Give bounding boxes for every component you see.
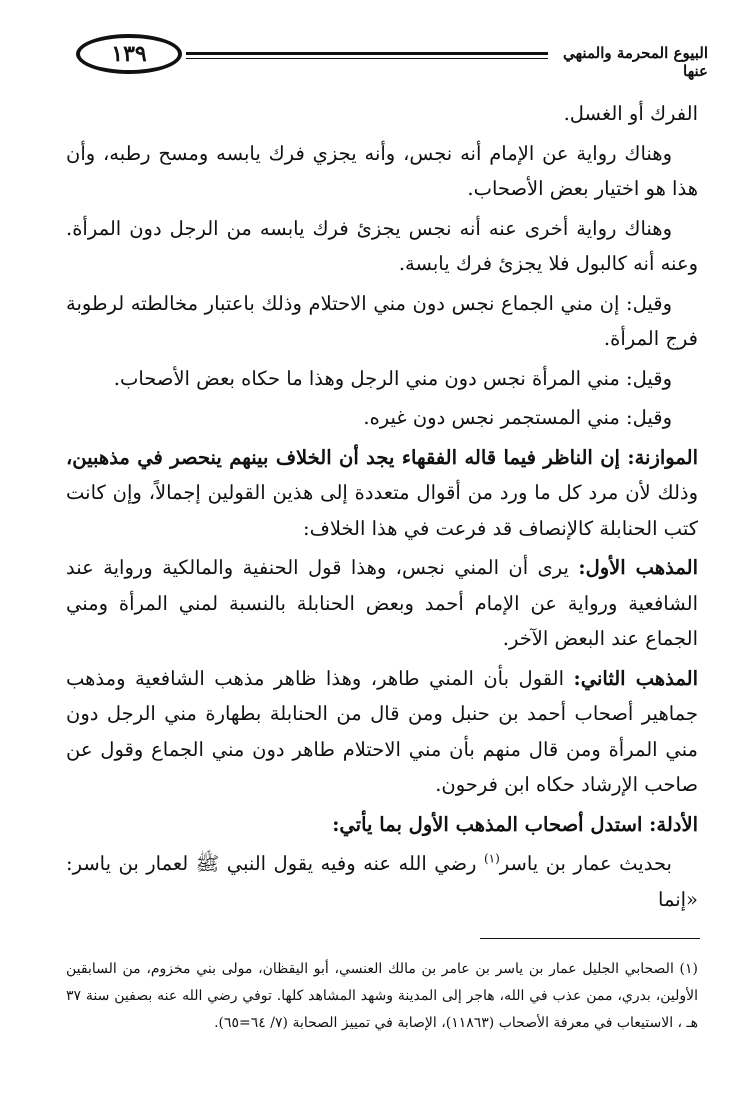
footnote: (١) الصحابي الجليل عمار بن ياسر بن عامر بن مالك العنسي، أبو اليقظان، مولى بني مخزوم، من السابقين الأولين، بدري، ممن عذب في الله، هاجر إلى المدينة وشهد المشاهد كلها. توفي رضي الله عنه بصفين سنة ٣٧ هـ ، الاستيعاب في معرفة الأصحاب (١١٨٦٣)، الإصابة في تمييز الصحابة (٧/ ٦٤=٦٥). bbox=[66, 961, 698, 1031]
comparison-heading: الموازنة: إن الناظر فيما قاله الفقهاء يجد أن الخلاف بينهم ينحصر في مذهبين، bbox=[66, 445, 698, 469]
paragraph: وقيل: مني المستجمر نجس دون غيره. bbox=[363, 406, 672, 429]
paragraph-text: وذلك لأن مرد كل ما ورد من أقوال متعددة إلى هذين القولين إجمالاً، وإن كانت كتب الحنابلة كالإنصاف قد فرعت في هذا الخلاف: bbox=[66, 481, 698, 540]
footnotes bbox=[66, 956, 698, 1037]
paragraph-text: بحديث عمار بن ياسر bbox=[499, 852, 672, 875]
paragraph: وقيل: مني المرأة نجس دون مني الرجل وهذا ما حكاه بعض الأصحاب. bbox=[113, 366, 672, 390]
page-number: ١٣٩ bbox=[111, 41, 147, 67]
paragraph-first-school bbox=[66, 550, 698, 657]
paragraph-second-school bbox=[66, 661, 698, 803]
paragraph: الفرك أو الغسل. bbox=[563, 102, 698, 125]
main-text bbox=[66, 96, 698, 921]
footnote-ref[interactable]: (١) bbox=[483, 851, 500, 866]
running-title: البيوع المحرمة والمنهي عنها bbox=[563, 44, 708, 80]
paragraph-comparison bbox=[66, 440, 698, 547]
first-school-heading: المذهب الأول: bbox=[578, 556, 698, 579]
page-number-badge bbox=[76, 34, 182, 74]
paragraph: وقيل: إن مني الجماع نجس دون مني الاحتلام وذلك باعتبار مخالطته لرطوبة فرج المرأة. bbox=[66, 291, 698, 350]
paragraph-text: يرى أن المني نجس، وهذا قول الحنفية والمالكية ورواية عند الشافعية ورواية عن الإمام أحمد وبعض الحنابلة بالنسبة لمني المرأة ومني الجماع عند البعض الآخر. bbox=[66, 556, 698, 650]
paragraph-hadith bbox=[66, 846, 698, 917]
evidence-heading: الأدلة: استدل أصحاب المذهب الأول بما يأتي: bbox=[332, 812, 698, 836]
page-header bbox=[60, 28, 708, 78]
footnote-separator bbox=[480, 938, 700, 939]
paragraph: وهناك رواية عن الإمام أنه نجس، وأنه يجزي فرك يابسه ومسح رطبه، وأن هذا هو اختيار بعض الأصحاب. bbox=[66, 141, 698, 200]
paragraph: وهناك رواية أخرى عنه أنه نجس يجزئ فرك يابسه من الرجل دون المرأة. وعنه أنه كالبول فلا يجزئ فرك يابسة. bbox=[66, 216, 698, 275]
paragraph-text: رضي الله عنه وفيه يقول النبي ﷺ لعمار بن ياسر: «إنما bbox=[66, 852, 698, 911]
header-rule bbox=[186, 52, 548, 59]
paragraph-text: القول بأن المني طاهر، وهذا ظاهر مذهب الشافعية ومذهب جماهير أصحاب أحمد بن حنبل ومن قال من الحنابلة بطهارة مني الرجل دون مني المرأة ومن قال منهم بأن مني الاحتلام طاهر دون مني الجماع وقول عن صاحب الإرشاد حكاه ابن فرحون. bbox=[66, 666, 698, 796]
second-school-heading: المذهب الثاني: bbox=[573, 666, 698, 690]
